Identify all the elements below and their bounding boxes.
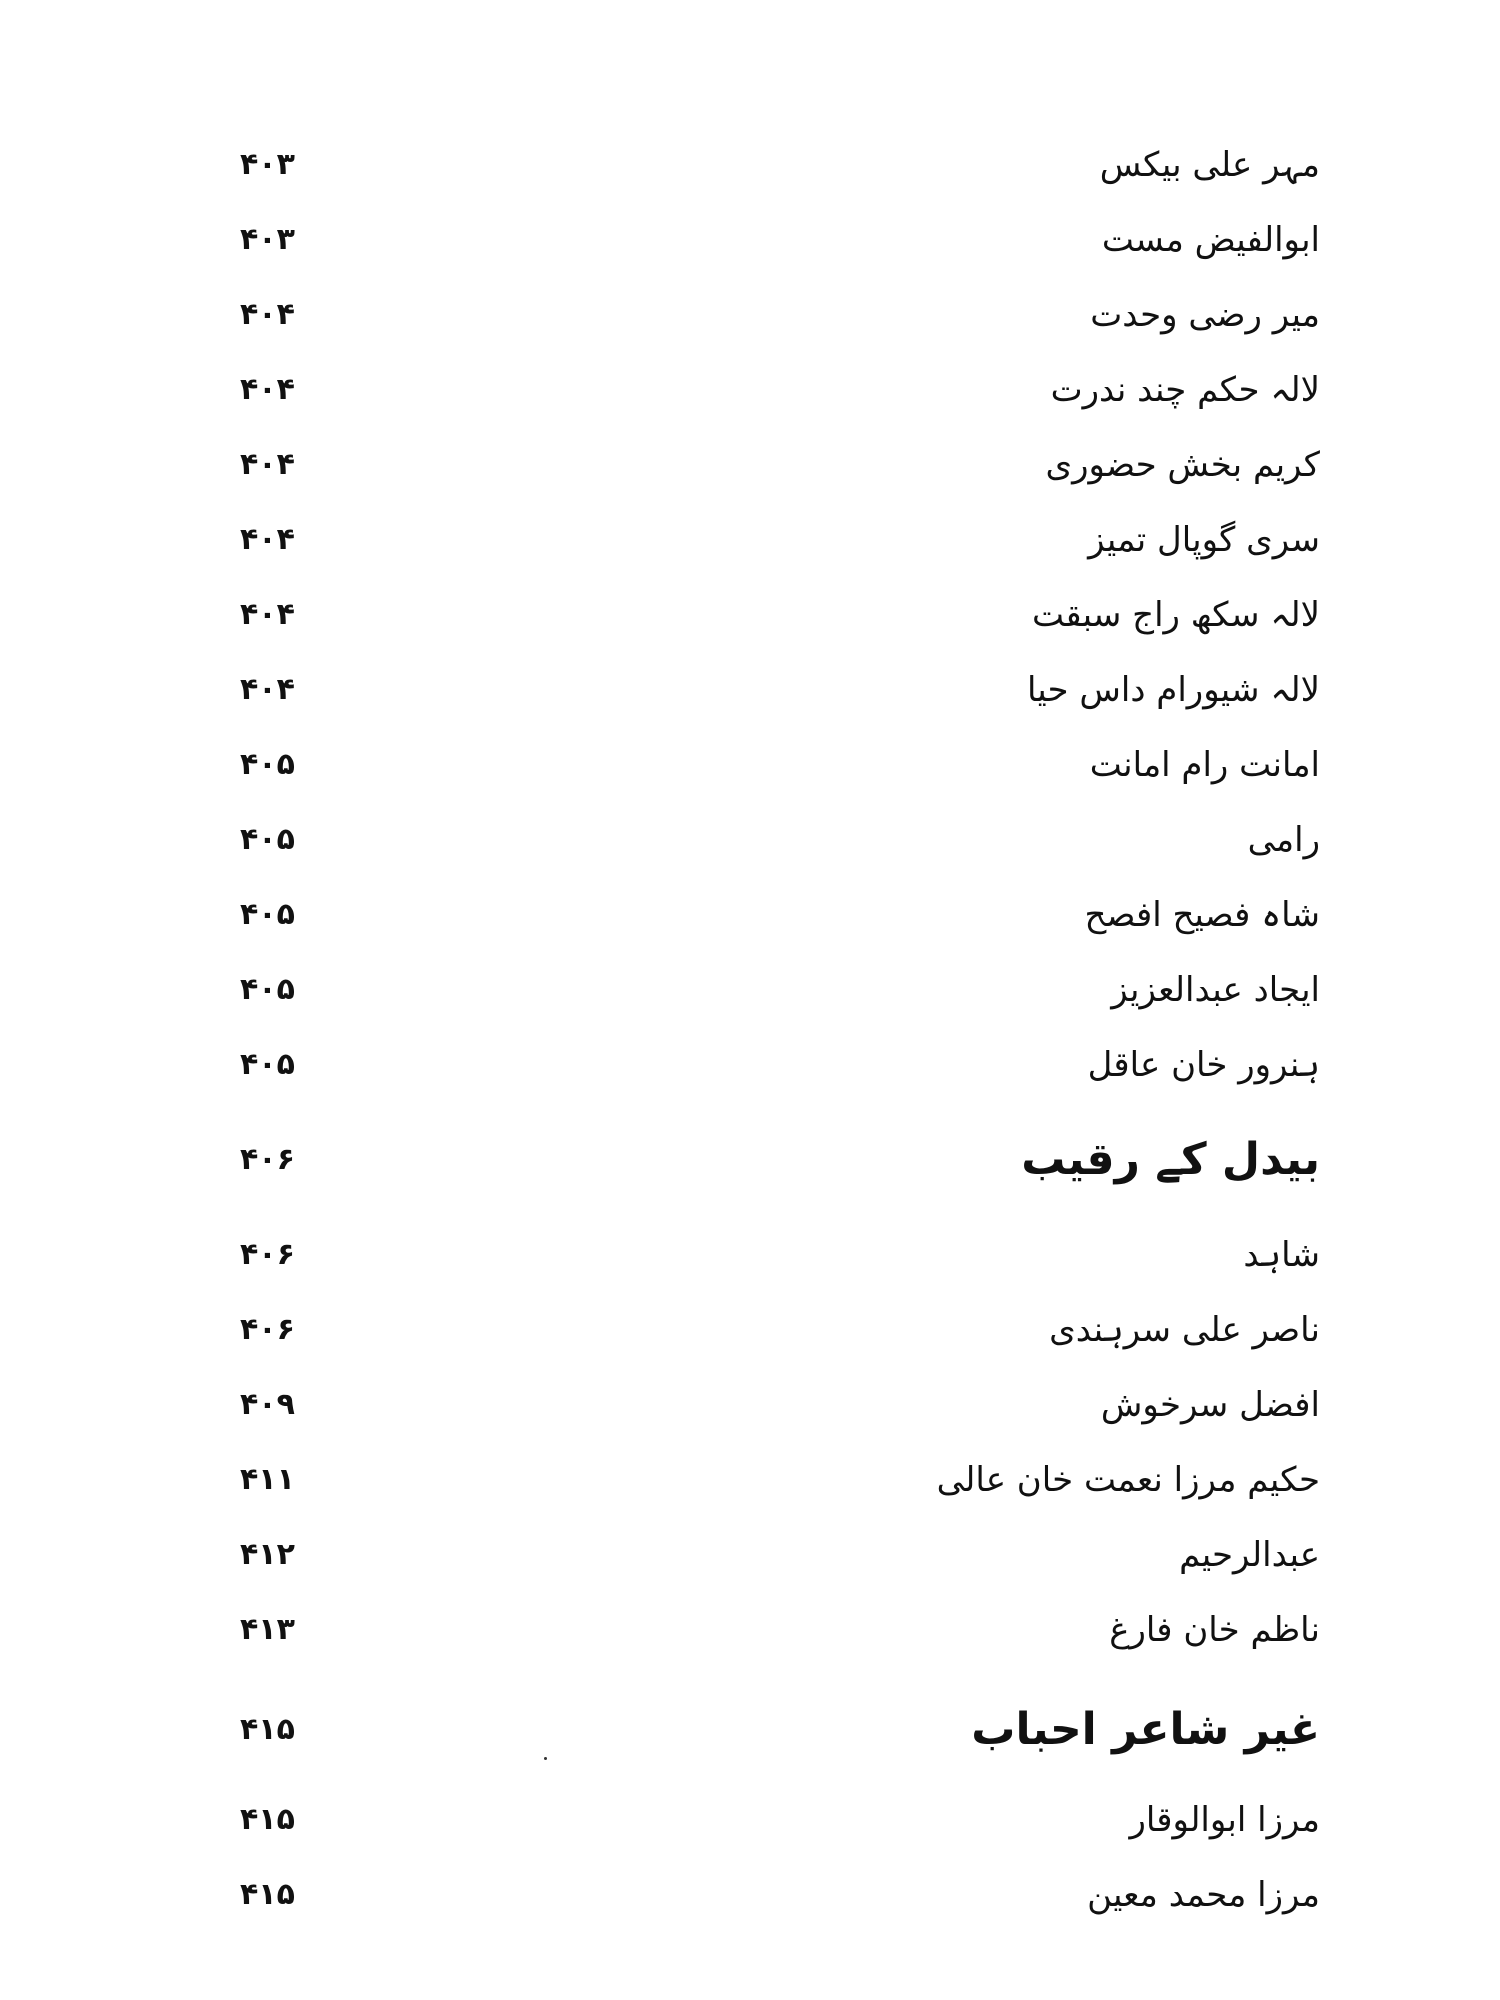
entry-name: امانت رام امانت — [1089, 745, 1320, 785]
entry-name: عبدالرحیم — [1179, 1535, 1320, 1575]
toc-row — [200, 1225, 1320, 1285]
entry-name: ہنرور خان عاقل — [1087, 1045, 1320, 1085]
entry-name: ناظم خان فارغ — [1109, 1610, 1320, 1650]
entry-name: مرزا ابوالوقار — [1129, 1800, 1320, 1840]
entry-page-number: ۴۰۵ — [240, 1047, 295, 1082]
entry-page-number: ۴۰۴ — [240, 297, 295, 332]
entry-page-number: ۴۰۵ — [240, 822, 295, 857]
toc-row — [200, 1300, 1320, 1360]
toc-row — [200, 285, 1320, 345]
entry-page-number: ۴۰۴ — [240, 447, 295, 482]
toc-row — [200, 1600, 1320, 1660]
entry-name: میر رضی وحدت — [1090, 295, 1320, 335]
toc-row — [200, 660, 1320, 720]
entry-name: کریم بخش حضوری — [1045, 445, 1320, 485]
entry-name: ایجاد عبدالعزیز — [1111, 970, 1320, 1010]
entry-page-number: ۴۱۵ — [240, 1877, 295, 1912]
entry-name: سری گوپال تمیز — [1088, 520, 1320, 560]
toc-row — [200, 1865, 1320, 1925]
entry-page-number: ۴۰۵ — [240, 747, 295, 782]
entry-page-number: ۴۰۴ — [240, 597, 295, 632]
entry-page-number: ۴۱۱ — [240, 1462, 295, 1497]
entry-name: ابوالفیض مست — [1101, 220, 1320, 260]
entry-page-number: ۴۰۴ — [240, 522, 295, 557]
toc-row — [200, 1035, 1320, 1095]
section-heading: غیر شاعر احباب — [971, 1704, 1320, 1755]
entry-page-number: ۴۰۶ — [240, 1142, 295, 1177]
toc-row — [200, 885, 1320, 945]
toc-row — [200, 135, 1320, 195]
entry-name: افضل سرخوش — [1100, 1385, 1320, 1425]
entry-name: حکیم مرزا نعمت خان عالی — [936, 1460, 1320, 1500]
entry-page-number: ۴۱۳ — [240, 1612, 295, 1647]
entry-page-number: ۴۰۵ — [240, 897, 295, 932]
toc-row — [200, 1525, 1320, 1585]
toc-row — [200, 210, 1320, 270]
toc-row — [200, 1790, 1320, 1850]
toc-row — [200, 960, 1320, 1020]
entry-page-number: ۴۰۴ — [240, 672, 295, 707]
entry-page-number: ۴۱۵ — [240, 1712, 295, 1747]
entry-name: مہر علی بیکس — [1099, 145, 1320, 185]
toc-row — [200, 1450, 1320, 1510]
toc-row — [200, 510, 1320, 570]
toc-row — [200, 585, 1320, 645]
toc-row — [200, 435, 1320, 495]
entry-name: لالہ حکم چند ندرت — [1050, 370, 1320, 410]
entry-name: شاہد — [1243, 1235, 1320, 1275]
entry-name: رامی — [1247, 820, 1320, 860]
entry-name: لالہ شیورام داس حیا — [1026, 670, 1320, 710]
entry-page-number: ۴۰۹ — [240, 1387, 295, 1422]
entry-page-number: ۴۰۳ — [240, 222, 295, 257]
section-heading-row — [200, 1130, 1320, 1190]
entry-page-number: ۴۰۳ — [240, 147, 295, 182]
entry-name: لالہ سکھ راج سبقت — [1032, 595, 1320, 635]
section-heading-row — [200, 1700, 1320, 1760]
entry-name: شاہ فصیح افصح — [1084, 895, 1320, 935]
entry-page-number: ۴۱۲ — [240, 1537, 295, 1572]
toc-row — [200, 735, 1320, 795]
entry-page-number: ۴۰۶ — [240, 1312, 295, 1347]
entry-page-number: ۴۰۴ — [240, 372, 295, 407]
entry-name: مرزا محمد معین — [1087, 1875, 1320, 1915]
entry-page-number: ۴۰۶ — [240, 1237, 295, 1272]
toc-row — [200, 360, 1320, 420]
section-heading: بیدل کے رقیب — [1021, 1134, 1320, 1185]
entry-page-number: ۴۱۵ — [240, 1802, 295, 1837]
entry-page-number: ۴۰۵ — [240, 972, 295, 1007]
entry-name: ناصر علی سرہندی — [1049, 1310, 1320, 1350]
toc-row — [200, 810, 1320, 870]
scan-speck — [544, 1757, 547, 1760]
toc-row — [200, 1375, 1320, 1435]
